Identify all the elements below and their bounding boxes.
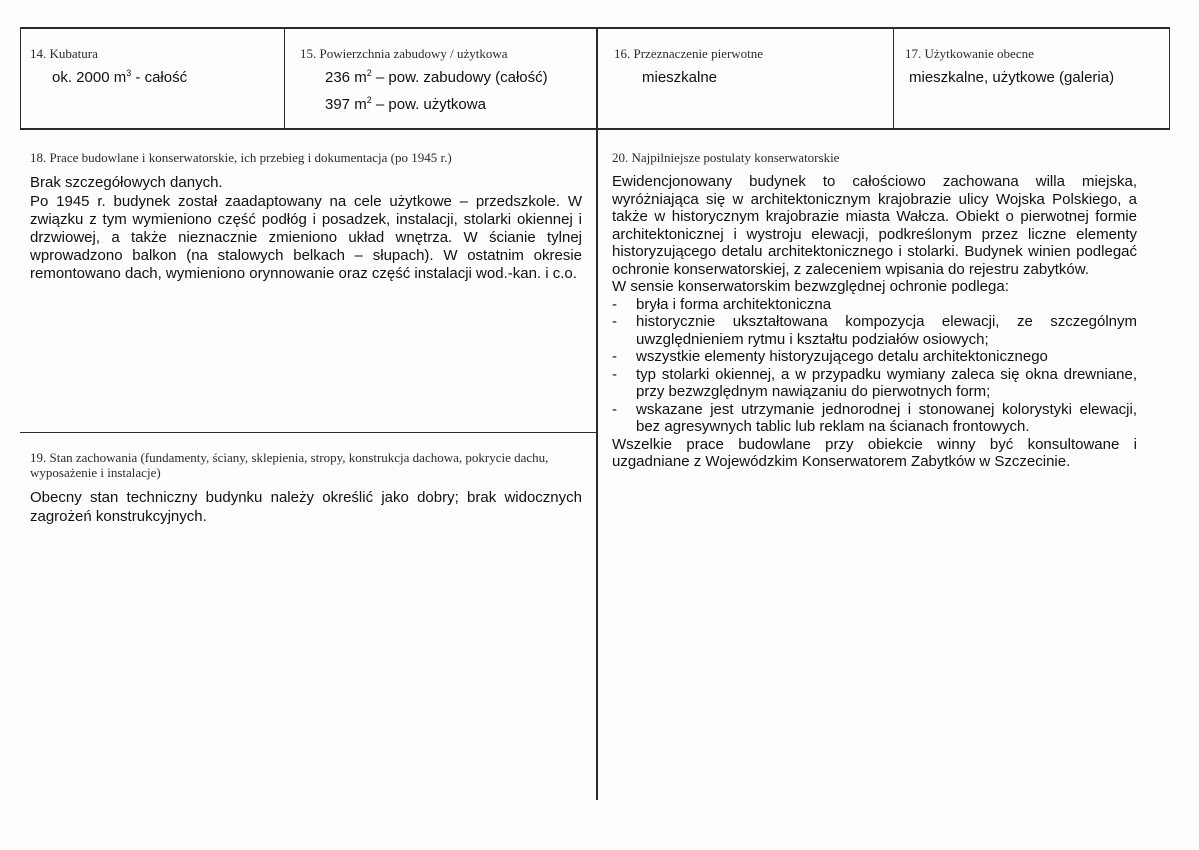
- section-18-line1: Brak szczegółowych danych.: [30, 174, 223, 191]
- section-19-label: 19. Stan zachowania (fundamenty, ściany, sklepienia, stropy, konstrukcja dachowa, pokrycie dachu, wyposażenie i instalacje): [30, 450, 549, 480]
- section-18-text: Po 1945 r. budynek został zaadaptowany na cele użytkowe – przedszkole. W związku z tym wymieniono część podłóg i posadzek, instalacji, stolarki okiennej i drzwiowej, a także nieznacznie zmieniono układ wnętrza. W ścianie tylnej wprowadzono balkon (na stalowych belkach – słupach). W ostatnim okresie remontowano dach, wymieniono orynnowanie oraz część instalacji wod.-kan. i c.o.: [30, 193, 582, 282]
- section-20-lead: W sensie konserwatorskim bezwzględnej ochronie podlega:: [612, 278, 1009, 295]
- list-item: - bryła i forma architektoniczna: [612, 296, 1137, 314]
- field-16-label: 16. Przeznaczenie pierwotne: [614, 46, 764, 61]
- field-15-value-1: 236 $m^2$ – pow. zabudowy (całość): [325, 68, 548, 86]
- field-14-value: ok. 2000 $m^3$ - całość: [52, 68, 188, 86]
- field-17-uzytkowanie: [905, 46, 1165, 88]
- top-border: [20, 27, 1170, 29]
- divider-16-17: [893, 27, 894, 130]
- divider-center: [596, 27, 598, 800]
- section-20-postulaty: [612, 150, 1137, 471]
- section-20-list: [612, 296, 1137, 436]
- section-19-stan: [30, 450, 582, 526]
- field-17-value: mieszkalne, użytkowe (galeria): [909, 69, 1115, 86]
- field-15-powierzchnia: [300, 46, 590, 115]
- right-border: [1169, 27, 1170, 130]
- field-15-value-2: 397 $m^2$ – pow. użytkowa: [325, 95, 486, 113]
- divider-18-19: [20, 432, 597, 433]
- list-item: - wszystkie elementy historyzującego detalu architektonicznego: [612, 348, 1137, 366]
- field-16-przeznaczenie: [614, 46, 889, 88]
- section-19-text: Obecny stan techniczny budynku należy określić jako dobry; brak widocznych zagrożeń konstrukcyjnych.: [30, 489, 582, 525]
- section-18-label: 18. Prace budowlane i konserwatorskie, ich przebieg i dokumentacja (po 1945 r.): [30, 150, 452, 165]
- left-border: [20, 27, 21, 130]
- field-14-kubatura: [30, 46, 280, 88]
- field-14-label: 14. Kubatura: [30, 46, 98, 61]
- list-item: - wskazane jest utrzymanie jednorodnej i stonowanej kolorystyki elewacji, bez agresywnych tablic lub reklam na ścianach frontowych.: [612, 401, 1137, 436]
- field-17-label: 17. Użytkowanie obecne: [905, 46, 1034, 61]
- list-item: - typ stolarki okiennej, a w przypadku wymiany zaleca się okna drewniane, przy bezwzględnym nawiązaniu do pierwotnych form;: [612, 366, 1137, 401]
- section-20-intro: Ewidencjonowany budynek to całościowo zachowana willa miejska, wyróżniająca się w architektonicznym krajobrazie ulicy Wojska Polskiego, a także w historycznym krajobrazie miasta Wałcza. Obiekt o pierwotnej formie architektonicznej i wystroju elewacji, podkreślonym przez liczne elementy historyzującego detalu architektonicznego i stolarki. Budynek winien podlegać ochronie konserwatorskiej, z zaleceniem wpisania do rejestru zabytków.: [612, 173, 1137, 278]
- row1-bottom-border: [20, 128, 1170, 130]
- list-item: - historycznie ukształtowana kompozycja elewacji, ze szczególnym uwzględnieniem rytmu i kształtu podziałów osiowych;: [612, 313, 1137, 348]
- section-18-prace: [30, 150, 582, 283]
- field-16-value: mieszkalne: [642, 69, 718, 86]
- divider-14-15: [284, 27, 285, 130]
- field-15-label: 15. Powierzchnia zabudowy / użytkowa: [300, 46, 508, 61]
- section-20-label: 20. Najpilniejsze postulaty konserwatorskie: [612, 150, 840, 165]
- section-20-closing: Wszelkie prace budowlane przy obiekcie winny być konsultowane i uzgadniane z Wojewódzkim Konserwatorem Zabytków w Szczecinie.: [612, 435, 1137, 470]
